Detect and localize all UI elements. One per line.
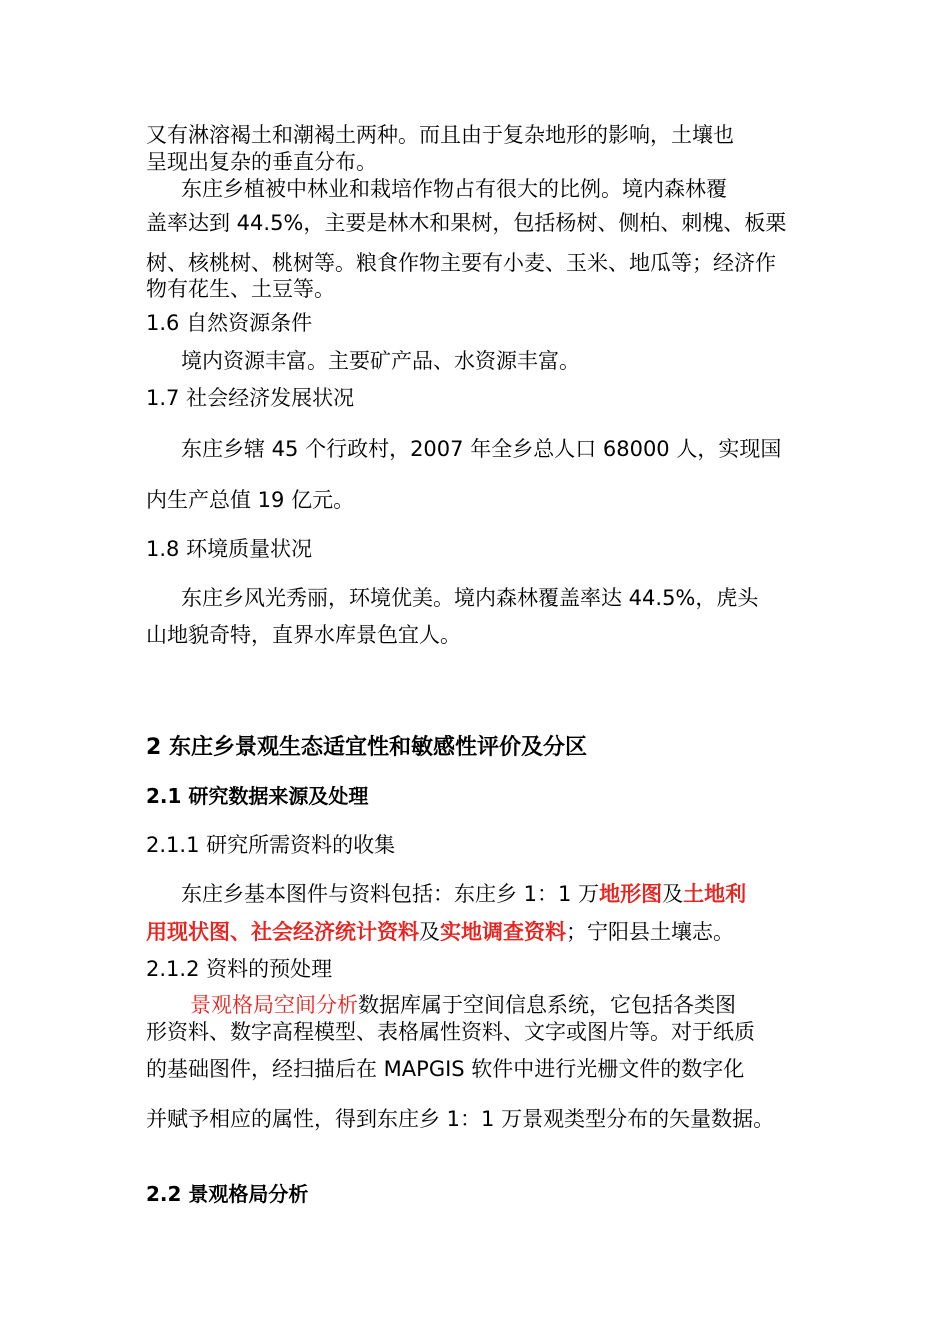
text-run: 数据库属于空间信息系统，它包括各类图 bbox=[358, 993, 736, 1017]
highlight-term: 用现状图 bbox=[146, 920, 230, 944]
paragraph-line: 呈现出复杂的垂直分布。 bbox=[146, 150, 377, 174]
text-run: 及 bbox=[662, 882, 684, 906]
paragraph-line: 物有花生、土豆等。 bbox=[146, 277, 335, 301]
section-heading-1-6: 1.6 自然资源条件 bbox=[146, 311, 313, 335]
paragraph-line: 又有淋溶褐土和潮褐土两种。而且由于复杂地形的影响，土壤也 bbox=[146, 123, 734, 147]
text-run: 东庄乡基本图件与资料包括：东庄乡 1：1 万 bbox=[181, 882, 600, 906]
subsection-heading-2-1-2: 2.1.2 资料的预处理 bbox=[146, 957, 333, 981]
paragraph-line: 并赋予相应的属性，得到东庄乡 1：1 万景观类型分布的矢量数据。 bbox=[146, 1107, 775, 1131]
paragraph-line: 内生产总值 19 亿元。 bbox=[146, 488, 355, 512]
highlight-term: 土地利 bbox=[683, 882, 747, 906]
subsection-heading-2-1-1: 2.1.1 研究所需资料的收集 bbox=[146, 833, 396, 857]
paragraph-line bbox=[181, 881, 746, 907]
paragraph-line: 东庄乡辖 45 个行政村，2007 年全乡总人口 68000 人，实现国 bbox=[181, 437, 782, 461]
highlight-term: 社会经济统计资料 bbox=[251, 920, 419, 944]
paragraph-line: 东庄乡风光秀丽，环境优美。境内森林覆盖率达 44.5%，虎头 bbox=[181, 586, 759, 610]
section-heading-1-7: 1.7 社会经济发展状况 bbox=[146, 386, 355, 410]
paragraph-line: 树、核桃树、桃树等。粮食作物主要有小麦、玉米、地瓜等；经济作 bbox=[146, 251, 776, 275]
paragraph-line: 山地貌奇特，直界水库景色宜人。 bbox=[146, 623, 461, 647]
paragraph-line: 东庄乡植被中林业和栽培作物占有很大的比例。境内森林覆 bbox=[181, 177, 727, 201]
paragraph-line bbox=[146, 919, 734, 945]
section-heading-2-1: 2.1 研究数据来源及处理 bbox=[146, 784, 369, 808]
text-run: 及 bbox=[419, 920, 440, 944]
paragraph-line: 形资料、数字高程模型、表格属性资料、文字或图片等。对于纸质 bbox=[146, 1020, 755, 1044]
section-heading-2-2: 2.2 景观格局分析 bbox=[146, 1182, 309, 1206]
paragraph-line: 盖率达到 44.5%，主要是林木和果树，包括杨树、侧柏、刺槐、板栗 bbox=[146, 211, 787, 235]
highlight-term: 实地调查资料 bbox=[440, 920, 566, 944]
paragraph-line: 的基础图件，经扫描后在 MAPGIS 软件中进行光栅文件的数字化 bbox=[146, 1057, 745, 1081]
highlight-term: 地形图 bbox=[599, 882, 663, 906]
paragraph-line: 境内资源丰富。主要矿产品、水资源丰富。 bbox=[181, 349, 580, 373]
section-heading-1-8: 1.8 环境质量状况 bbox=[146, 537, 313, 561]
highlight-term: 、 bbox=[230, 920, 251, 944]
chapter-heading-2: 2 东庄乡景观生态适宜性和敏感性评价及分区 bbox=[146, 735, 587, 760]
highlight-term: 景观格局空间分析 bbox=[190, 993, 358, 1017]
text-run: ；宁阳县土壤志。 bbox=[566, 920, 734, 944]
paragraph-line bbox=[190, 992, 736, 1018]
